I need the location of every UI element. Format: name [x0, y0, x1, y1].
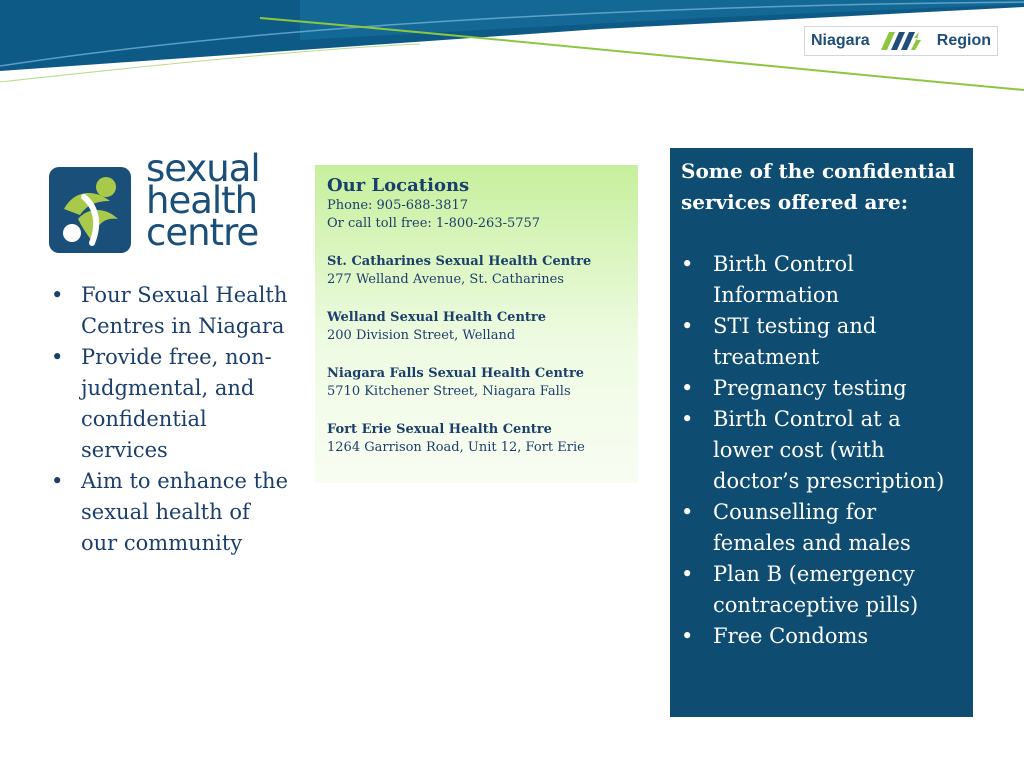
about-bullet: • Four Sexual Health Centres in Niagara: [50, 280, 290, 342]
centre-address: 5710 Kitchener Street, Niagara Falls: [327, 384, 571, 399]
about-bullet: • Provide free, non-judgmental, and confidential services: [50, 342, 290, 466]
about-bullet: • Aim to enhance the sexual health of our community: [50, 466, 290, 559]
about-bullet-list: [50, 280, 290, 559]
service-item: • Counselling for females and males: [681, 497, 963, 559]
centre-name: Niagara Falls Sexual Health Centre: [327, 366, 585, 381]
centre-address: 200 Division Street, Welland: [327, 328, 516, 343]
services-list: [681, 249, 963, 652]
centre-address: 277 Welland Avenue, St. Catharines: [327, 272, 564, 287]
service-item: • Pregnancy testing: [681, 373, 963, 404]
niagara-region-logo: [804, 26, 998, 56]
brand-left-text: Niagara: [811, 32, 870, 49]
centre-name: Welland Sexual Health Centre: [327, 310, 547, 325]
service-item: • Birth Control Information: [681, 249, 963, 311]
locations-title: Our Locations: [327, 175, 470, 196]
service-item: • Free Condoms: [681, 621, 963, 652]
logo-line-2: health: [146, 179, 258, 222]
logo-line-3: centre: [146, 211, 259, 254]
logo-line-1: sexual: [146, 147, 260, 190]
brand-right-text: Region: [936, 32, 991, 49]
service-item: • Birth Control at a lower cost (with doctor’s prescription): [681, 404, 963, 497]
centre-name: St. Catharines Sexual Health Centre: [327, 254, 592, 269]
service-item: • STI testing and treatment: [681, 311, 963, 373]
services-heading: Some of the confidential services offered are:: [681, 159, 956, 214]
centre-name: Fort Erie Sexual Health Centre: [327, 422, 552, 437]
locations-panel: [315, 165, 638, 483]
services-panel: [670, 148, 973, 717]
sexual-health-centre-wordmark: [146, 147, 260, 254]
toll-free-number: Or call toll free: 1-800-263-5757: [327, 216, 541, 231]
centre-address: 1264 Garrison Road, Unit 12, Fort Erie: [327, 440, 585, 455]
phone-number: Phone: 905-688-3817: [327, 198, 469, 213]
region-mark-icon: [881, 30, 925, 52]
service-item: • Plan B (emergency contraceptive pills): [681, 559, 963, 621]
